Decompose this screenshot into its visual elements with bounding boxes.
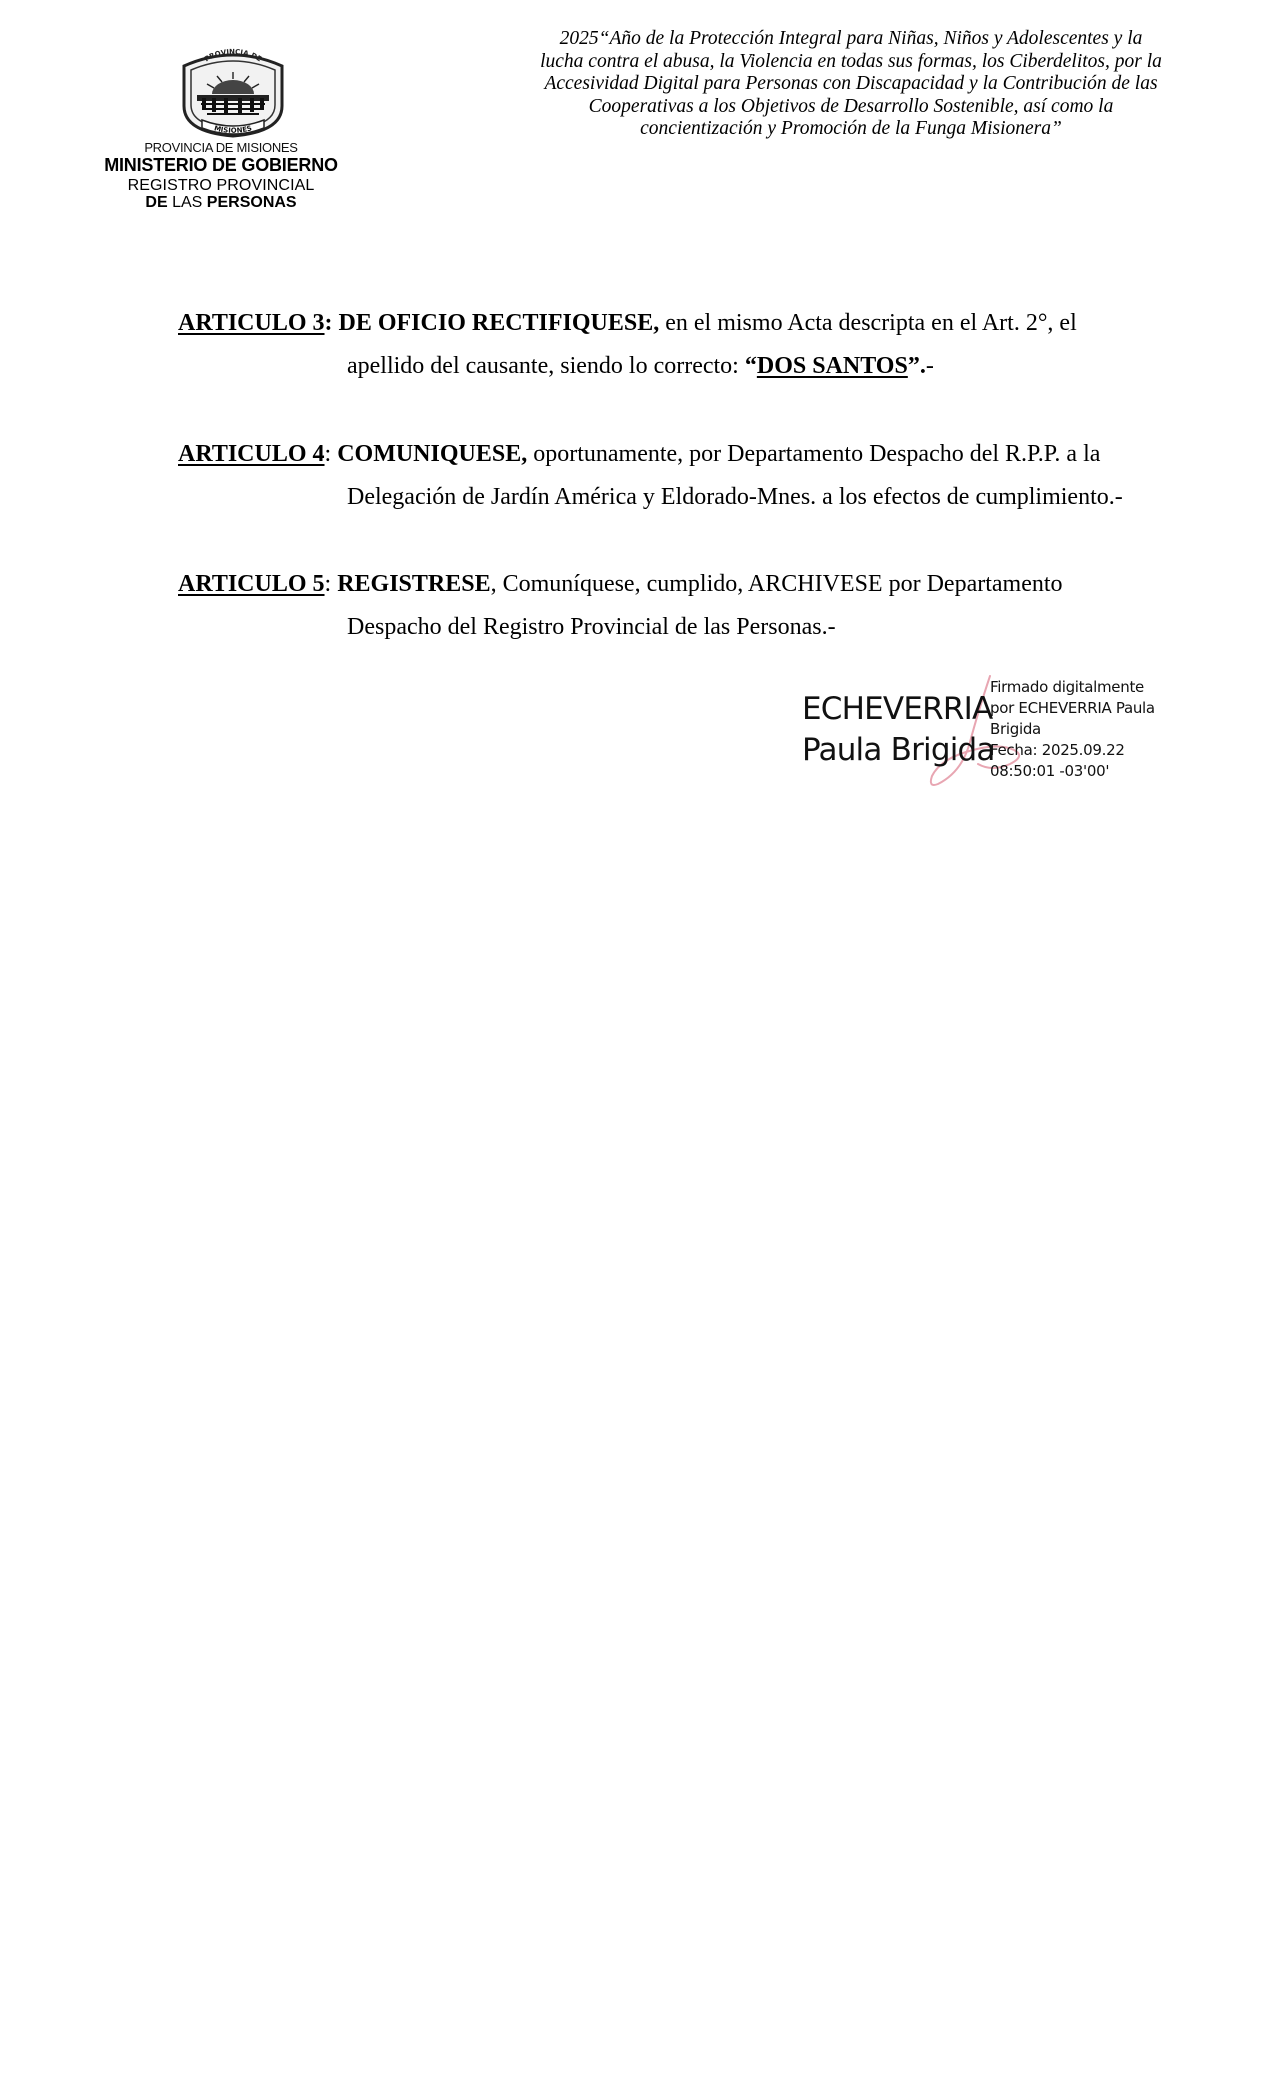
article-3-label: ARTICULO 3 bbox=[178, 310, 325, 336]
article-5-line-1 bbox=[178, 563, 1178, 606]
article-3-continuation: apellido del causante, siendo lo correcto: bbox=[347, 353, 745, 379]
signature-detail-line: Firmado digitalmente bbox=[990, 678, 1144, 696]
article-3-action: DE OFICIO RECTIFIQUESE, bbox=[338, 310, 660, 336]
article-3-line-2 bbox=[178, 345, 1178, 388]
signer-name bbox=[802, 689, 995, 771]
close-quote: ”. bbox=[907, 353, 926, 379]
article-4-label: ARTICULO 4 bbox=[178, 441, 325, 467]
article-4-line-1 bbox=[178, 433, 1178, 476]
signature-detail-line: por ECHEVERRIA Paula bbox=[990, 699, 1155, 717]
article-4-text: oportunamente, por Departamento Despacho del R.P.P. a la bbox=[527, 441, 1101, 467]
article-5-line-2: Despacho del Registro Provincial de las Personas.- bbox=[347, 614, 836, 640]
article-4-colon: : bbox=[324, 441, 332, 467]
article-5-action: REGISTRESE bbox=[337, 571, 491, 597]
seal-ring-text: PROVINCIA DE bbox=[203, 48, 263, 64]
seal-emblem-icon bbox=[172, 48, 294, 138]
signature-detail-line: Brigida bbox=[990, 720, 1041, 738]
open-quote: “ bbox=[744, 353, 757, 379]
article-3-text: en el mismo Acta descripta en el Art. 2°, el bbox=[659, 310, 1077, 336]
motto-line: lucha contra el abusa, la Violencia en todas sus formas, los Ciberdelitos, por la bbox=[540, 50, 1162, 72]
motto-line: 2025“Año de la Protección Integral para Niñas, Niños y Adolescentes y la bbox=[559, 28, 1143, 49]
motto-line: Cooperativas a los Objetivos de Desarrollo Sostenible, así como la bbox=[588, 95, 1114, 117]
article-5-colon: : bbox=[324, 571, 332, 597]
article-5 bbox=[178, 563, 1178, 649]
signature-time-line: 08:50:01 -03'00' bbox=[990, 762, 1110, 780]
article-4 bbox=[178, 433, 1178, 519]
article-5-label: ARTICULO 5 bbox=[178, 571, 325, 597]
registry-word-las: LAS bbox=[172, 194, 203, 212]
seal-bottom-text: MISIONES bbox=[213, 124, 253, 135]
article-5-text: , Comuníquese, cumplido, ARCHIVESE por Departamento bbox=[490, 571, 1063, 597]
registry-word-de: DE bbox=[145, 194, 168, 212]
registry-name-line2 bbox=[98, 195, 344, 212]
provincial-seal bbox=[172, 48, 294, 138]
registry-word-personas: PERSONAS bbox=[206, 194, 297, 212]
signature-date-line: Fecha: 2025.09.22 bbox=[990, 741, 1125, 759]
ministry-name: MINISTERIO DE GOBIERNO bbox=[104, 154, 338, 175]
motto-line: Accesividad Digital para Personas con Discapacidad y la Contribución de las bbox=[544, 73, 1158, 94]
article-3-ending: - bbox=[925, 353, 934, 379]
article-3-colon: : bbox=[324, 310, 333, 336]
motto-line: concientización y Promoción de la Funga Misionera” bbox=[640, 118, 1062, 139]
registry-name-line1: REGISTRO PROVINCIAL bbox=[127, 176, 315, 194]
signer-surname: ECHEVERRIA bbox=[802, 691, 993, 727]
article-4-line-2: Delegación de Jardín América y Eldorado-Mnes. a los efectos de cumplimiento.- bbox=[347, 484, 1123, 510]
corrected-surname: DOS SANTOS bbox=[756, 353, 908, 379]
province-name: PROVINCIA DE MISIONES bbox=[144, 140, 298, 155]
signature-details bbox=[990, 677, 1155, 782]
article-4-action: COMUNIQUESE, bbox=[337, 441, 528, 467]
organization-block bbox=[98, 141, 344, 212]
article-3-line-1 bbox=[178, 302, 1178, 345]
signer-given-names: Paula Brigida bbox=[802, 732, 995, 768]
year-motto bbox=[505, 28, 1197, 141]
article-3 bbox=[178, 302, 1178, 388]
